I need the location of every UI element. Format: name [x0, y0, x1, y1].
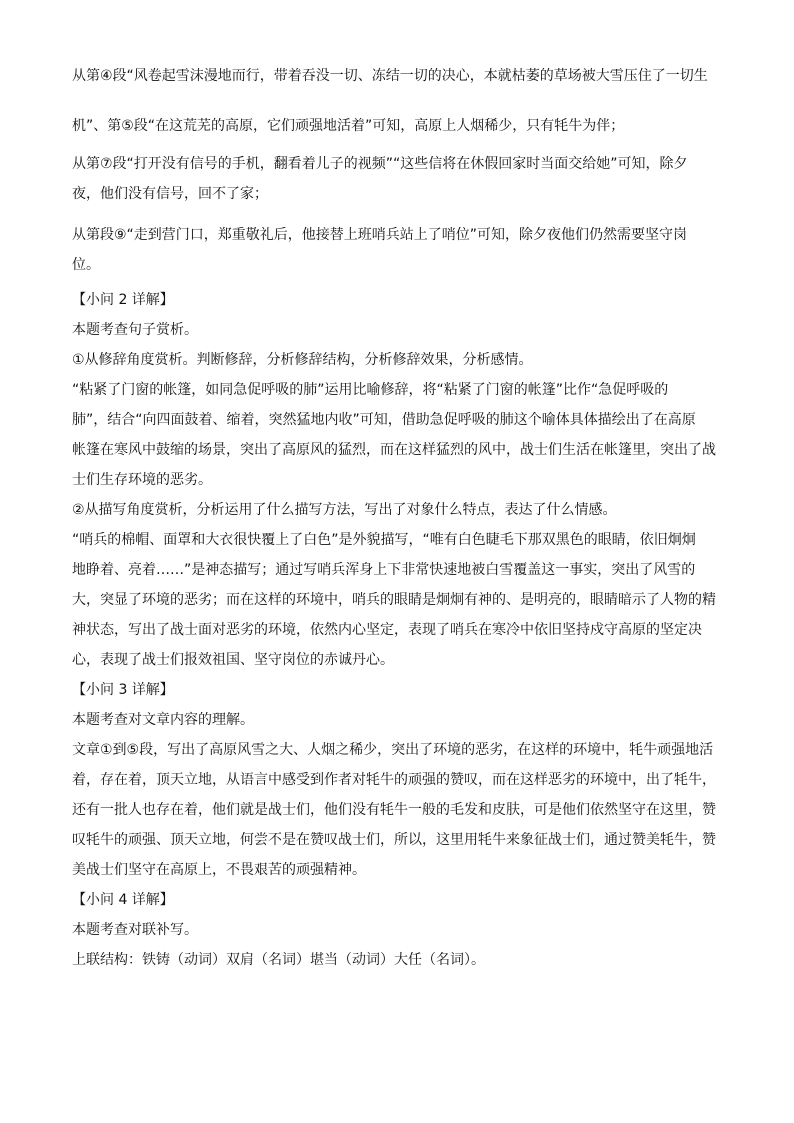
- text-line-13: 士们生存环境的恶劣。: [72, 472, 212, 488]
- text-line-10: “粘紧了门窗的帐篷，如同急促呼吸的肺”运用比喻修辞，将“粘紧了门窗的帐篷”比作“急促呼吸的: [72, 382, 669, 398]
- text-line-23: 着，存在着，顶天立地，从语言中感受到作者对牦牛的顽强的赞叹，而在这样恶劣的环境中，出了牦牛，: [72, 772, 716, 788]
- text-line-24: 还有一批人也存在着，他们就是战士们，他们没有牦牛一般的毛发和皮肤，可是他们依然坚守在这里，赞: [72, 802, 716, 818]
- text-line-20: 【小问 3 详解】: [72, 682, 174, 698]
- text-line-5: 从第段⑨“走到营门口，郑重敬礼后，他接替上班哨兵站上了哨位”可知，除夕夜他们仍然需要坚守岗: [72, 227, 688, 243]
- text-line-25: 叹牦牛的顽强、顶天立地，何尝不是在赞叹战士们，所以，这里用牦牛来象征战士们，通过赞美牦牛，赞: [72, 832, 716, 848]
- text-line-27: 【小问 4 详解】: [72, 892, 174, 908]
- text-line-8: 本题考查句子赏析。: [72, 322, 198, 338]
- text-line-14: ②从描写角度赏析，分析运用了什么描写方法，写出了对象什么特点，表达了什么情感。: [72, 502, 617, 518]
- text-line-17: 大，突显了环境的恶劣；而在这样的环境中，哨兵的眼睛是炯炯有神的、是明亮的，眼睛暗示了人物的精: [72, 592, 716, 608]
- text-line-15: “哨兵的棉帽、面罩和大衣很快覆上了白色”是外貌描写，“唯有白色睫毛下那双黑色的眼睛，依旧炯炯: [72, 532, 696, 548]
- text-line-19: 心，表现了战士们报效祖国、坚守岗位的赤诚丹心。: [72, 652, 394, 668]
- text-line-2: 机”、第⑤段“在这荒芜的高原，它们顽强地活着”可知，高原上人烟稀少，只有牦牛为伴；: [72, 118, 625, 134]
- text-line-18: 神状态，写出了战士面对恶劣的环境，依然内心坚定，表现了哨兵在寒冷中依旧坚持戍守高原的坚定决: [72, 622, 702, 638]
- text-line-4: 夜，他们没有信号，回不了家；: [72, 186, 268, 202]
- text-line-21: 本题考查对文章内容的理解。: [72, 712, 254, 728]
- text-line-3: 从第⑦段“打开没有信号的手机，翻看着儿子的视频”“这些信将在休假回家时当面交给她”可知，除夕: [72, 156, 688, 172]
- text-line-9: ①从修辞角度赏析。判断修辞，分析修辞结构，分析修辞效果，分析感情。: [72, 352, 533, 368]
- text-line-28: 本题考查对联补写。: [72, 922, 198, 938]
- text-line-12: 帐篷在寒风中鼓缩的场景，突出了高原风的猛烈，而在这样猛烈的风中，战士们生活在帐篷里，突出了战: [72, 442, 716, 458]
- text-line-16: 地睁着、亮着……”是神态描写；通过写哨兵浑身上下非常快速地被白雪覆盖这一事实，突出了风雪的: [72, 562, 696, 578]
- text-line-1: 从第④段“风卷起雪沫漫地而行，带着吞没一切、冻结一切的决心，本就枯萎的草场被大雪压住了一切生: [72, 68, 708, 84]
- text-line-7: 【小问 2 详解】: [72, 292, 174, 308]
- text-line-11: 肺”，结合“向四面鼓着、缩着，突然猛地内收”可知，借助急促呼吸的肺这个喻体具体描绘出了在高原: [72, 412, 696, 428]
- text-line-26: 美战士们坚守在高原上，不畏艰苦的顽强精神。: [72, 862, 366, 878]
- text-line-29: 上联结构：铁铸（动词）双肩（名词）堪当（动词）大任（名词）。: [72, 952, 485, 968]
- text-line-22: 文章①到⑤段，写出了高原风雪之大、人烟之稀少，突出了环境的恶劣，在这样的环境中，牦牛顽强地活: [72, 742, 714, 758]
- text-line-6: 位。: [72, 257, 100, 273]
